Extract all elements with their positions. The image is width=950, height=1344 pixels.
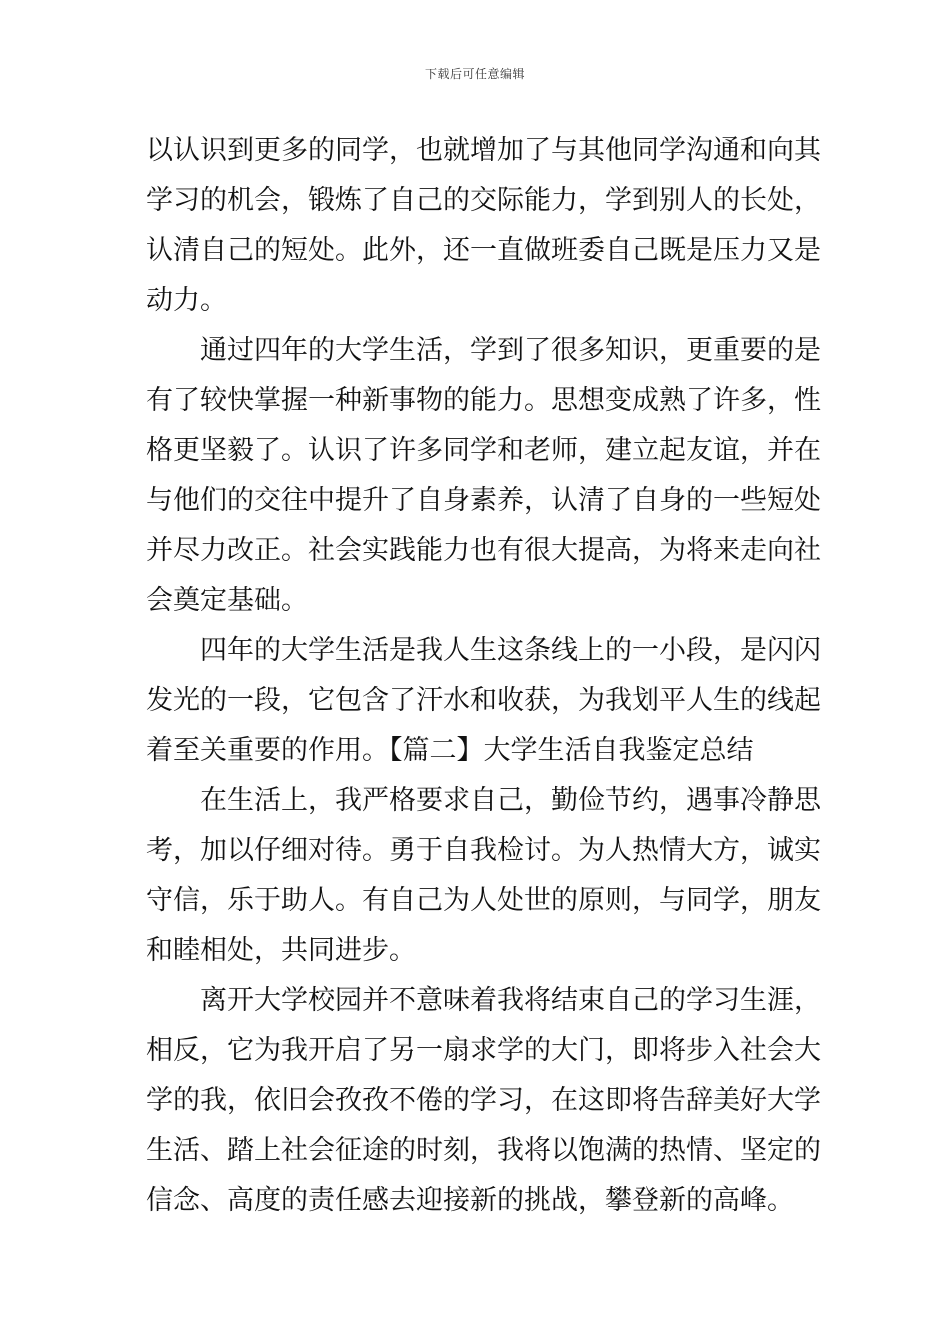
text-line: 和睦相处，共同进步。	[146, 935, 416, 966]
text-line: 通过四年的大学生活，学到了很多知识，更重要的是	[200, 335, 821, 366]
paragraph-1	[146, 126, 821, 326]
text-line: 离开大学校园并不意味着我将结束自己的学习生涯，	[200, 985, 821, 1016]
text-line: 会奠定基础。	[146, 585, 308, 616]
text-line: 发光的一段，它包含了汗水和收获，为我划平人生的线起	[146, 685, 821, 716]
text-line: 以认识到更多的同学，也就增加了与其他同学沟通和向其	[146, 135, 821, 166]
paragraph-2	[146, 326, 821, 626]
text-line: 认清自己的短处。此外，还一直做班委自己既是压力又是	[146, 235, 821, 266]
text-line: 学的我，依旧会孜孜不倦的学习，在这即将告辞美好大学	[146, 1085, 821, 1116]
text-line: 生活、踏上社会征途的时刻，我将以饱满的热情、坚定的	[146, 1135, 821, 1166]
text-line: 格更坚毅了。认识了许多同学和老师，建立起友谊，并在	[146, 435, 821, 466]
text-line: 与他们的交往中提升了自身素养，认清了自身的一些短处	[146, 485, 821, 516]
paragraph-4	[146, 776, 821, 976]
text-line: 在生活上，我严格要求自己，勤俭节约，遇事冷静思	[200, 785, 821, 816]
text-line: 学习的机会，锻炼了自己的交际能力，学到别人的长处，	[146, 185, 821, 216]
text-line: 守信，乐于助人。有自己为人处世的原则，与同学，朋友	[146, 885, 821, 916]
text-line: 有了较快掌握一种新事物的能力。思想变成熟了许多，性	[146, 385, 821, 416]
text-line: 动力。	[146, 285, 227, 316]
paragraph-5	[146, 976, 821, 1226]
text-line: 着至关重要的作用。【篇二】大学生活自我鉴定总结	[146, 735, 754, 766]
text-line: 四年的大学生活是我人生这条线上的一小段，是闪闪	[200, 635, 821, 666]
text-line: 考，加以仔细对待。勇于自我检讨。为人热情大方，诚实	[146, 835, 821, 866]
text-line: 并尽力改正。社会实践能力也有很大提高，为将来走向社	[146, 535, 821, 566]
paragraph-3	[146, 626, 821, 776]
document-body	[146, 126, 821, 1226]
text-line: 相反，它为我开启了另一扇求学的大门，即将步入社会大	[146, 1035, 821, 1066]
text-line: 信念、高度的责任感去迎接新的挑战，攀登新的高峰。	[146, 1185, 794, 1216]
page-header-note: 下载后可任意编辑	[424, 67, 525, 81]
